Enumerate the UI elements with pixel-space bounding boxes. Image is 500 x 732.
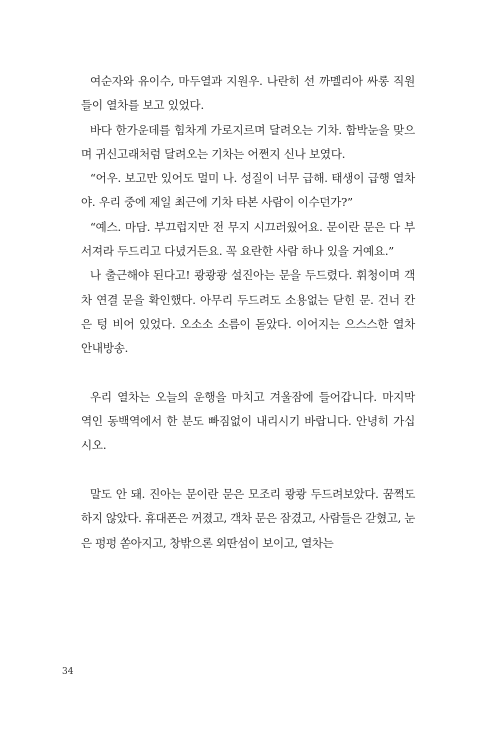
body-text (81, 69, 415, 555)
paragraph-spacer (81, 458, 415, 482)
paragraph-spacer (81, 361, 415, 385)
paragraph: 나 출근해야 된다고! 쾅쾅쾅 설진아는 문을 두드렸다. 휘청이며 객차 연결 문을 확인했다. 아무리 두드려도 소용없는 닫힌 문. 건너 칸은 텅 비어 있었다. 오소소 소름이 돋았다. 이어지는 으스스한 열차 안내방송. (81, 268, 415, 356)
paragraph: 바다 한가운데를 힘차게 가로지르며 달려오는 기차. 함박눈을 맞으며 귀신고래처럼 달려오는 기차는 어쩐지 신나 보였다. (81, 122, 415, 161)
paragraph: “예스. 마담. 부끄럽지만 전 무지 시끄러웠어요. 문이란 문은 다 부서져라 두드리고 다녔거든요. 꼭 요란한 사람 하나 있을 거예요.” (81, 219, 415, 259)
paragraph: 말도 안 돼. 진아는 문이란 문은 모조리 쾅쾅 두드려보았다. 꿈쩍도 하지 않았다. 휴대폰은 꺼졌고, 객차 문은 잠겼고, 사람들은 갇혔고, 눈은 펑펑 쏟아지고, 창밖으론 외딴섬이 보이고, 열차는 (81, 487, 415, 550)
announcement-paragraph: 우리 열차는 오늘의 운행을 마치고 겨울잠에 들어갑니다. 마지막 역인 동백역에서 한 분도 빠짐없이 내리시기 바랍니다. 안녕히 가십시오. (81, 389, 415, 453)
page-number: 34 (62, 667, 74, 677)
paragraph: “어우. 보고만 있어도 멀미 나. 성질이 너무 급해. 태생이 급행 열차야. 우리 중에 제일 최근에 기차 타본 사람이 이수던가?” (81, 171, 415, 210)
paragraph: 여순자와 유이수, 마두열과 지원우. 나란히 선 까멜리아 싸롱 직원들이 열차를 보고 있었다. (81, 74, 415, 113)
